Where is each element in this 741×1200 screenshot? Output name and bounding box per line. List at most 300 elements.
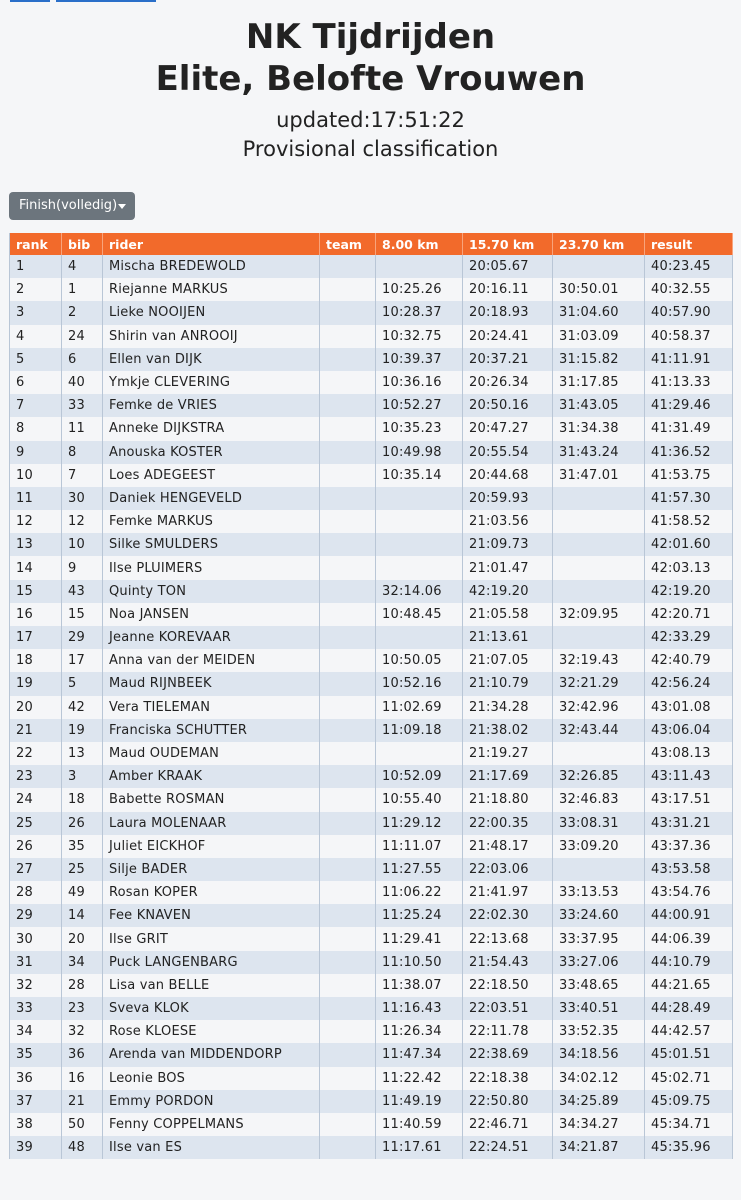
- cell-split-23-7km: 33:37.95: [553, 927, 645, 950]
- cell-result: 42:19.20: [645, 580, 733, 603]
- table-row: [10, 881, 733, 904]
- cell-rider: Maud RIJNBEEK: [103, 672, 320, 695]
- cell-rank: 20: [10, 696, 62, 719]
- cell-rank: 38: [10, 1113, 62, 1136]
- cell-rank: 12: [10, 510, 62, 533]
- cell-rider: Maud OUDEMAN: [103, 742, 320, 765]
- cell-split-23-7km: 33:08.31: [553, 812, 645, 835]
- cell-rider: Daniek HENGEVELD: [103, 487, 320, 510]
- table-row: [10, 951, 733, 974]
- table-row: [10, 1113, 733, 1136]
- cell-result: 43:08.13: [645, 742, 733, 765]
- cell-split-15-7km: 22:46.71: [463, 1113, 553, 1136]
- cell-split-23-7km: 33:40.51: [553, 997, 645, 1020]
- cell-team: [320, 556, 376, 579]
- cell-rider: Ilse GRIT: [103, 927, 320, 950]
- cell-rider: Shirin van ANROOIJ: [103, 325, 320, 348]
- cell-bib: 14: [62, 904, 103, 927]
- cell-split-15-7km: 21:13.61: [463, 626, 553, 649]
- category-title: Elite, Belofte Vrouwen: [155, 59, 586, 99]
- cell-bib: 26: [62, 812, 103, 835]
- cell-bib: 3: [62, 765, 103, 788]
- table-row: [10, 765, 733, 788]
- cell-team: [320, 603, 376, 626]
- cell-split-23-7km: 31:34.38: [553, 417, 645, 440]
- table-row: [10, 1067, 733, 1090]
- cell-team: [320, 927, 376, 950]
- cell-split-15-7km: 20:37.21: [463, 348, 553, 371]
- cell-split-15-7km: 20:50.16: [463, 394, 553, 417]
- cell-bib: 17: [62, 649, 103, 672]
- table-row: [10, 904, 733, 927]
- cell-split-15-7km: 20:18.93: [463, 301, 553, 324]
- cell-rank: 6: [10, 371, 62, 394]
- cell-split-23-7km: 34:21.87: [553, 1136, 645, 1159]
- table-row: [10, 556, 733, 579]
- column-header-split-15-7km[interactable]: 15.70 km: [463, 233, 553, 255]
- column-header-result[interactable]: result: [645, 233, 733, 255]
- cell-bib: 9: [62, 556, 103, 579]
- table-row: [10, 580, 733, 603]
- cell-result: 40:23.45: [645, 255, 733, 278]
- cell-rider: Jeanne KOREVAAR: [103, 626, 320, 649]
- cell-split-15-7km: 21:19.27: [463, 742, 553, 765]
- cell-team: [320, 533, 376, 556]
- cell-split-23-7km: 32:26.85: [553, 765, 645, 788]
- cell-split-8km: [376, 742, 463, 765]
- table-row: [10, 835, 733, 858]
- cell-rank: 21: [10, 719, 62, 742]
- top-nav-link-fragment[interactable]: [10, 0, 175, 2]
- cell-rank: 14: [10, 556, 62, 579]
- cell-split-23-7km: [553, 742, 645, 765]
- cell-split-23-7km: [553, 487, 645, 510]
- cell-team: [320, 1136, 376, 1159]
- cell-bib: 11: [62, 417, 103, 440]
- cell-team: [320, 441, 376, 464]
- cell-rider: Laura MOLENAAR: [103, 812, 320, 835]
- cell-split-8km: 10:48.45: [376, 603, 463, 626]
- cell-rider: Leonie BOS: [103, 1067, 320, 1090]
- event-title: NK Tijdrijden: [245, 17, 496, 57]
- table-row: [10, 394, 733, 417]
- cell-bib: 20: [62, 927, 103, 950]
- cell-result: 44:10.79: [645, 951, 733, 974]
- cell-split-8km: 11:10.50: [376, 951, 463, 974]
- column-header-bib[interactable]: bib: [62, 233, 103, 255]
- cell-result: 45:02.71: [645, 1067, 733, 1090]
- cell-team: [320, 371, 376, 394]
- cell-rank: 39: [10, 1136, 62, 1159]
- cell-team: [320, 858, 376, 881]
- table-row: [10, 255, 733, 278]
- cell-rank: 26: [10, 835, 62, 858]
- cell-split-8km: [376, 487, 463, 510]
- cell-team: [320, 765, 376, 788]
- cell-team: [320, 649, 376, 672]
- cell-result: 43:54.76: [645, 881, 733, 904]
- cell-split-8km: 10:55.40: [376, 788, 463, 811]
- cell-split-15-7km: 20:24.41: [463, 325, 553, 348]
- cell-split-15-7km: 22:18.38: [463, 1067, 553, 1090]
- cell-bib: 36: [62, 1043, 103, 1066]
- cell-split-15-7km: 21:05.58: [463, 603, 553, 626]
- cell-result: 44:28.49: [645, 997, 733, 1020]
- cell-bib: 1: [62, 278, 103, 301]
- cell-rank: 24: [10, 788, 62, 811]
- cell-rank: 9: [10, 441, 62, 464]
- cell-rider: Riejanne MARKUS: [103, 278, 320, 301]
- cell-result: 45:01.51: [645, 1043, 733, 1066]
- cell-result: 41:36.52: [645, 441, 733, 464]
- cell-rank: 8: [10, 417, 62, 440]
- cell-split-8km: 10:50.05: [376, 649, 463, 672]
- cell-split-8km: [376, 556, 463, 579]
- table-row: [10, 487, 733, 510]
- cell-split-8km: [376, 533, 463, 556]
- cell-split-23-7km: 32:19.43: [553, 649, 645, 672]
- cell-split-15-7km: 21:34.28: [463, 696, 553, 719]
- cell-split-15-7km: 22:03.06: [463, 858, 553, 881]
- cell-split-15-7km: 21:01.47: [463, 556, 553, 579]
- table-row: [10, 533, 733, 556]
- cell-rider: Rose KLOESE: [103, 1020, 320, 1043]
- cell-split-23-7km: 32:46.83: [553, 788, 645, 811]
- cell-result: 40:32.55: [645, 278, 733, 301]
- cell-result: 45:09.75: [645, 1090, 733, 1113]
- cell-split-15-7km: 22:02.30: [463, 904, 553, 927]
- page-header: [0, 0, 741, 164]
- cell-split-15-7km: 21:09.73: [463, 533, 553, 556]
- cell-team: [320, 719, 376, 742]
- cell-team: [320, 951, 376, 974]
- cell-rank: 15: [10, 580, 62, 603]
- cell-result: 44:42.57: [645, 1020, 733, 1043]
- table-row: [10, 441, 733, 464]
- cell-team: [320, 788, 376, 811]
- cell-rank: 25: [10, 812, 62, 835]
- cell-split-15-7km: 20:47.27: [463, 417, 553, 440]
- table-row: [10, 603, 733, 626]
- cell-result: 41:11.91: [645, 348, 733, 371]
- table-row: [10, 858, 733, 881]
- cell-rider: Loes ADEGEEST: [103, 464, 320, 487]
- cell-rider: Amber KRAAK: [103, 765, 320, 788]
- cell-split-23-7km: 31:43.05: [553, 394, 645, 417]
- cell-split-23-7km: [553, 255, 645, 278]
- split-select-dropdown[interactable]: [9, 192, 135, 220]
- cell-split-15-7km: 21:03.56: [463, 510, 553, 533]
- column-header-rider[interactable]: rider: [103, 233, 320, 255]
- column-header-team[interactable]: team: [320, 233, 376, 255]
- cell-result: 41:29.46: [645, 394, 733, 417]
- cell-rank: 34: [10, 1020, 62, 1043]
- cell-rider: Noa JANSEN: [103, 603, 320, 626]
- cell-team: [320, 1090, 376, 1113]
- cell-rank: 19: [10, 672, 62, 695]
- cell-rank: 1: [10, 255, 62, 278]
- cell-rank: 17: [10, 626, 62, 649]
- cell-split-15-7km: 42:19.20: [463, 580, 553, 603]
- cell-team: [320, 904, 376, 927]
- cell-split-15-7km: 21:38.02: [463, 719, 553, 742]
- cell-rider: Ellen van DIJK: [103, 348, 320, 371]
- cell-split-8km: 11:02.69: [376, 696, 463, 719]
- column-header-split-8km[interactable]: 8.00 km: [376, 233, 463, 255]
- cell-split-8km: 11:27.55: [376, 858, 463, 881]
- cell-rank: 16: [10, 603, 62, 626]
- cell-split-15-7km: 22:11.78: [463, 1020, 553, 1043]
- cell-team: [320, 510, 376, 533]
- table-row: [10, 672, 733, 695]
- cell-bib: 6: [62, 348, 103, 371]
- cell-split-23-7km: 34:02.12: [553, 1067, 645, 1090]
- cell-bib: 29: [62, 626, 103, 649]
- cell-split-23-7km: 33:27.06: [553, 951, 645, 974]
- cell-bib: 34: [62, 951, 103, 974]
- cell-result: 42:03.13: [645, 556, 733, 579]
- cell-team: [320, 742, 376, 765]
- cell-split-23-7km: 31:15.82: [553, 348, 645, 371]
- cell-bib: 24: [62, 325, 103, 348]
- cell-team: [320, 278, 376, 301]
- cell-rider: Anneke DIJKSTRA: [103, 417, 320, 440]
- cell-split-23-7km: 33:13.53: [553, 881, 645, 904]
- cell-split-8km: 10:32.75: [376, 325, 463, 348]
- cell-split-8km: 11:40.59: [376, 1113, 463, 1136]
- cell-team: [320, 626, 376, 649]
- cell-result: 42:56.24: [645, 672, 733, 695]
- table-row: [10, 510, 733, 533]
- cell-split-23-7km: 32:09.95: [553, 603, 645, 626]
- classification-status: Provisional classification: [242, 137, 499, 161]
- cell-rank: 28: [10, 881, 62, 904]
- cell-bib: 42: [62, 696, 103, 719]
- cell-bib: 48: [62, 1136, 103, 1159]
- cell-result: 45:34.71: [645, 1113, 733, 1136]
- cell-bib: 43: [62, 580, 103, 603]
- column-header-rank[interactable]: rank: [10, 233, 62, 255]
- cell-split-8km: 11:11.07: [376, 835, 463, 858]
- cell-team: [320, 881, 376, 904]
- cell-split-8km: 10:28.37: [376, 301, 463, 324]
- cell-split-23-7km: [553, 858, 645, 881]
- cell-bib: 15: [62, 603, 103, 626]
- table-row: [10, 278, 733, 301]
- cell-split-15-7km: 21:10.79: [463, 672, 553, 695]
- cell-bib: 8: [62, 441, 103, 464]
- cell-result: 41:57.30: [645, 487, 733, 510]
- cell-rank: 10: [10, 464, 62, 487]
- cell-bib: 5: [62, 672, 103, 695]
- cell-bib: 35: [62, 835, 103, 858]
- cell-split-23-7km: 31:47.01: [553, 464, 645, 487]
- cell-bib: 50: [62, 1113, 103, 1136]
- cell-result: 41:58.52: [645, 510, 733, 533]
- cell-rank: 18: [10, 649, 62, 672]
- cell-rider: Babette ROSMAN: [103, 788, 320, 811]
- cell-team: [320, 696, 376, 719]
- table-row: [10, 417, 733, 440]
- cell-rank: 3: [10, 301, 62, 324]
- cell-rider: Fee KNAVEN: [103, 904, 320, 927]
- cell-split-23-7km: 31:17.85: [553, 371, 645, 394]
- cell-split-15-7km: 21:07.05: [463, 649, 553, 672]
- cell-split-23-7km: 32:42.96: [553, 696, 645, 719]
- cell-rider: Quinty TON: [103, 580, 320, 603]
- cell-team: [320, 1113, 376, 1136]
- cell-split-23-7km: 33:24.60: [553, 904, 645, 927]
- cell-bib: 21: [62, 1090, 103, 1113]
- cell-rider: Arenda van MIDDENDORP: [103, 1043, 320, 1066]
- cell-split-23-7km: 31:43.24: [553, 441, 645, 464]
- column-header-split-23-7km[interactable]: 23.70 km: [553, 233, 645, 255]
- table-row: [10, 974, 733, 997]
- cell-rank: 11: [10, 487, 62, 510]
- cell-team: [320, 672, 376, 695]
- cell-result: 44:21.65: [645, 974, 733, 997]
- cell-split-8km: 11:16.43: [376, 997, 463, 1020]
- cell-split-23-7km: [553, 580, 645, 603]
- cell-split-23-7km: 30:50.01: [553, 278, 645, 301]
- cell-split-8km: 10:36.16: [376, 371, 463, 394]
- cell-split-8km: 10:52.27: [376, 394, 463, 417]
- cell-split-15-7km: 22:13.68: [463, 927, 553, 950]
- cell-rank: 30: [10, 927, 62, 950]
- cell-rider: Femke de VRIES: [103, 394, 320, 417]
- cell-split-23-7km: 32:43.44: [553, 719, 645, 742]
- cell-bib: 4: [62, 255, 103, 278]
- cell-rider: Anouska KOSTER: [103, 441, 320, 464]
- cell-bib: 2: [62, 301, 103, 324]
- cell-team: [320, 301, 376, 324]
- cell-rider: Mischa BREDEWOLD: [103, 255, 320, 278]
- cell-rider: Femke MARKUS: [103, 510, 320, 533]
- table-row: [10, 348, 733, 371]
- cell-bib: 16: [62, 1067, 103, 1090]
- cell-result: 43:06.04: [645, 719, 733, 742]
- cell-split-23-7km: 33:09.20: [553, 835, 645, 858]
- cell-team: [320, 580, 376, 603]
- cell-split-8km: [376, 510, 463, 533]
- cell-rank: 4: [10, 325, 62, 348]
- cell-result: 42:20.71: [645, 603, 733, 626]
- cell-split-8km: 10:49.98: [376, 441, 463, 464]
- cell-split-15-7km: 22:38.69: [463, 1043, 553, 1066]
- cell-bib: 40: [62, 371, 103, 394]
- cell-result: 40:58.37: [645, 325, 733, 348]
- cell-split-15-7km: 20:59.93: [463, 487, 553, 510]
- cell-split-15-7km: 22:00.35: [463, 812, 553, 835]
- cell-split-23-7km: 31:04.60: [553, 301, 645, 324]
- cell-team: [320, 464, 376, 487]
- cell-rider: Sveva KLOK: [103, 997, 320, 1020]
- cell-split-8km: 11:49.19: [376, 1090, 463, 1113]
- cell-rank: 2: [10, 278, 62, 301]
- table-row: [10, 997, 733, 1020]
- cell-bib: 32: [62, 1020, 103, 1043]
- cell-rider: Ymkje CLEVERING: [103, 371, 320, 394]
- caret-down-icon: [118, 204, 126, 209]
- cell-rider: Silke SMULDERS: [103, 533, 320, 556]
- table-row: [10, 371, 733, 394]
- cell-result: 41:53.75: [645, 464, 733, 487]
- cell-split-23-7km: [553, 510, 645, 533]
- cell-rank: 13: [10, 533, 62, 556]
- table-row: [10, 742, 733, 765]
- cell-team: [320, 1067, 376, 1090]
- cell-rider: Ilse PLUIMERS: [103, 556, 320, 579]
- cell-rank: 33: [10, 997, 62, 1020]
- cell-bib: 30: [62, 487, 103, 510]
- cell-rider: Emmy PORDON: [103, 1090, 320, 1113]
- cell-team: [320, 487, 376, 510]
- cell-rank: 23: [10, 765, 62, 788]
- cell-split-8km: 11:25.24: [376, 904, 463, 927]
- cell-split-8km: 11:17.61: [376, 1136, 463, 1159]
- cell-team: [320, 997, 376, 1020]
- cell-split-23-7km: 34:25.89: [553, 1090, 645, 1113]
- cell-split-15-7km: 20:44.68: [463, 464, 553, 487]
- cell-split-8km: 11:38.07: [376, 974, 463, 997]
- cell-split-8km: 10:35.14: [376, 464, 463, 487]
- cell-rank: 5: [10, 348, 62, 371]
- cell-rank: 35: [10, 1043, 62, 1066]
- table-row: [10, 927, 733, 950]
- cell-rank: 29: [10, 904, 62, 927]
- cell-team: [320, 255, 376, 278]
- cell-split-8km: 11:29.12: [376, 812, 463, 835]
- cell-split-8km: 11:47.34: [376, 1043, 463, 1066]
- cell-split-15-7km: 21:41.97: [463, 881, 553, 904]
- cell-result: 41:13.33: [645, 371, 733, 394]
- cell-bib: 23: [62, 997, 103, 1020]
- cell-result: 43:01.08: [645, 696, 733, 719]
- cell-bib: 28: [62, 974, 103, 997]
- table-row: [10, 649, 733, 672]
- cell-split-15-7km: 20:26.34: [463, 371, 553, 394]
- cell-split-15-7km: 21:18.80: [463, 788, 553, 811]
- cell-result: 42:40.79: [645, 649, 733, 672]
- cell-rank: 32: [10, 974, 62, 997]
- cell-rider: Lieke NOOIJEN: [103, 301, 320, 324]
- cell-split-8km: 10:52.16: [376, 672, 463, 695]
- table-row: [10, 1136, 733, 1159]
- cell-result: 43:53.58: [645, 858, 733, 881]
- table-row: [10, 812, 733, 835]
- cell-split-23-7km: [553, 533, 645, 556]
- cell-rider: Lisa van BELLE: [103, 974, 320, 997]
- cell-split-15-7km: 22:24.51: [463, 1136, 553, 1159]
- updated-timestamp: [0, 106, 741, 134]
- cell-split-23-7km: 33:52.35: [553, 1020, 645, 1043]
- cell-team: [320, 1043, 376, 1066]
- cell-result: 41:31.49: [645, 417, 733, 440]
- cell-rider: Franciska SCHUTTER: [103, 719, 320, 742]
- cell-rider: Ilse van ES: [103, 1136, 320, 1159]
- cell-rank: 27: [10, 858, 62, 881]
- cell-split-8km: 11:22.42: [376, 1067, 463, 1090]
- results-body: [10, 255, 733, 1159]
- cell-team: [320, 835, 376, 858]
- cell-bib: 10: [62, 533, 103, 556]
- cell-split-15-7km: 21:48.17: [463, 835, 553, 858]
- cell-result: 44:00.91: [645, 904, 733, 927]
- cell-team: [320, 974, 376, 997]
- cell-split-23-7km: [553, 626, 645, 649]
- cell-rider: Anna van der MEIDEN: [103, 649, 320, 672]
- cell-bib: 19: [62, 719, 103, 742]
